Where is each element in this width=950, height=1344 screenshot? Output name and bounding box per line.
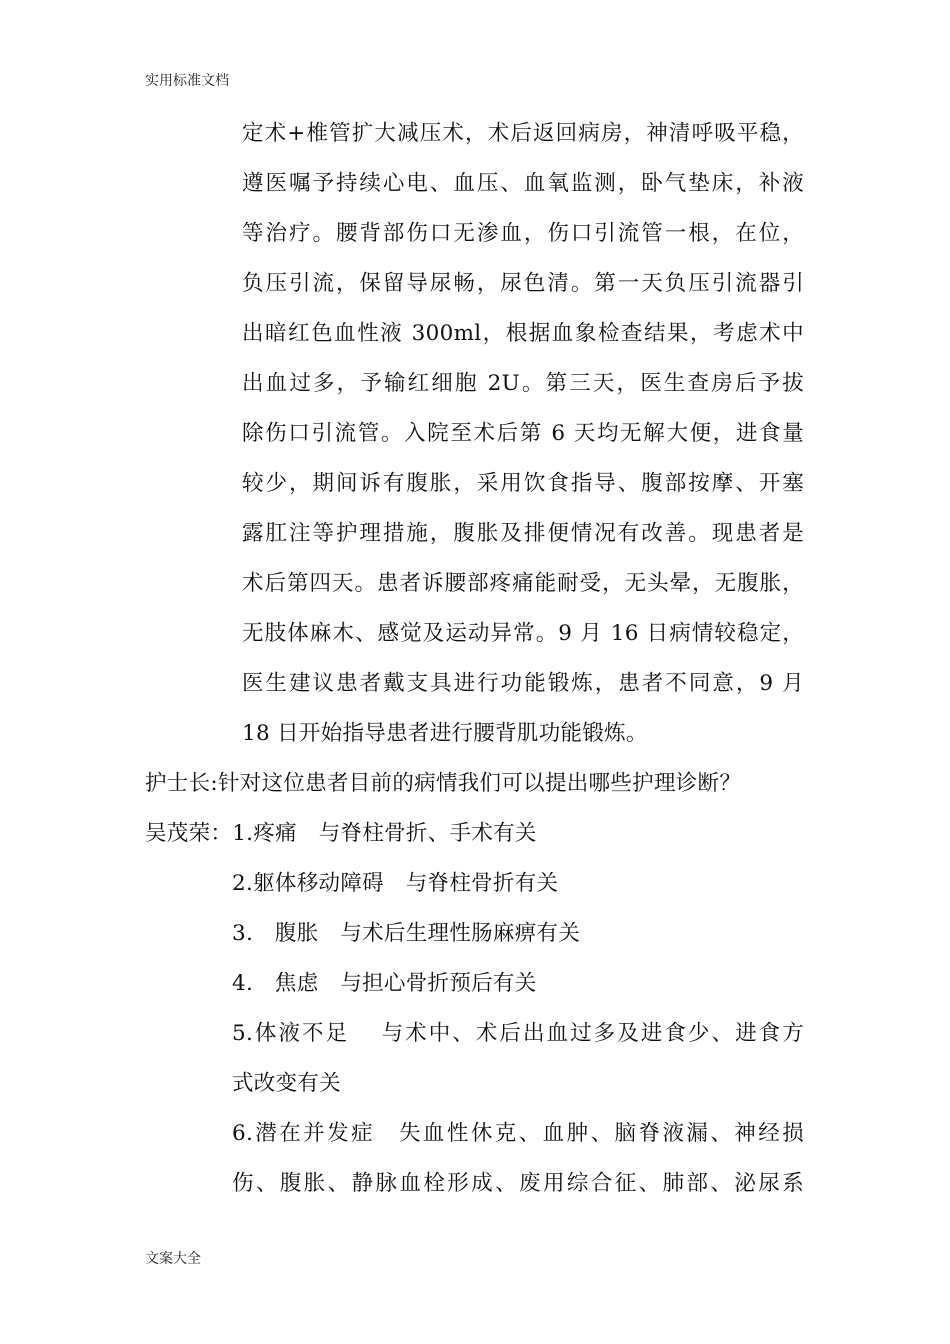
paragraph-line: 等治疗。腰背部伤口无渗血，伤口引流管一根，在位， — [242, 221, 804, 246]
diagnosis-item: 6.潜在并发症 失血性休克、血肿、脑脊液漏、神经损 — [232, 1121, 804, 1146]
paragraph-line: 出暗红色血性液 300ml，根据血象检查结果，考虑术中 — [242, 321, 804, 346]
paragraph-line: 除伤口引流管。入院至术后第 6 天均无解大便，进食量 — [242, 421, 804, 446]
diagnosis-item: 2.躯体移动障碍 与脊柱骨折有关 — [232, 871, 559, 896]
paragraph-line: 18 日开始指导患者进行腰背肌功能锻炼。 — [242, 721, 648, 746]
diagnosis-item-continued: 式改变有关 — [232, 1071, 342, 1096]
nurse-question: 护士长:针对这位患者目前的病情我们可以提出哪些护理诊断？ — [145, 771, 742, 796]
page-header: 实用标准文档 — [145, 73, 229, 89]
paragraph-line: 无肢体麻木、感觉及运动异常。9 月 16 日病情较稳定， — [242, 621, 804, 646]
paragraph-line: 定术+椎管扩大减压术，术后返回病房，神清呼吸平稳， — [242, 121, 804, 146]
paragraph-line: 医生建议患者戴支具进行功能锻炼，患者不同意，9 月 — [242, 671, 804, 696]
paragraph-line: 出血过多，予输红细胞 2U。第三天，医生查房后予拔 — [242, 371, 804, 396]
paragraph-line: 负压引流，保留导尿畅，尿色清。第一天负压引流器引 — [242, 271, 804, 296]
diagnosis-item: 3. 腹胀 与术后生理性肠麻痹有关 — [232, 921, 581, 946]
page-footer: 文案大全 — [145, 1251, 201, 1267]
paragraph-line: 露肛注等护理措施，腹胀及排便情况有改善。现患者是 — [242, 521, 804, 546]
diagnosis-item: 5.体液不足 与术中、术后出血过多及进食少、进食方 — [232, 1021, 804, 1046]
paragraph-line: 遵医嘱予持续心电、血压、血氧监测，卧气垫床，补液 — [242, 171, 804, 196]
diagnosis-item-continued: 伤、腹胀、静脉血栓形成、废用综合征、肺部、泌尿系 — [232, 1171, 804, 1196]
paragraph-line: 较少，期间诉有腹胀，采用饮食指导、腹部按摩、开塞 — [242, 471, 804, 496]
diagnosis-item: 4. 焦虑 与担心骨折预后有关 — [232, 971, 537, 996]
answer-first-item: 吴茂荣：1.疼痛 与脊柱骨折、手术有关 — [145, 821, 537, 846]
paragraph-line: 术后第四天。患者诉腰部疼痛能耐受，无头晕，无腹胀， — [242, 571, 804, 596]
